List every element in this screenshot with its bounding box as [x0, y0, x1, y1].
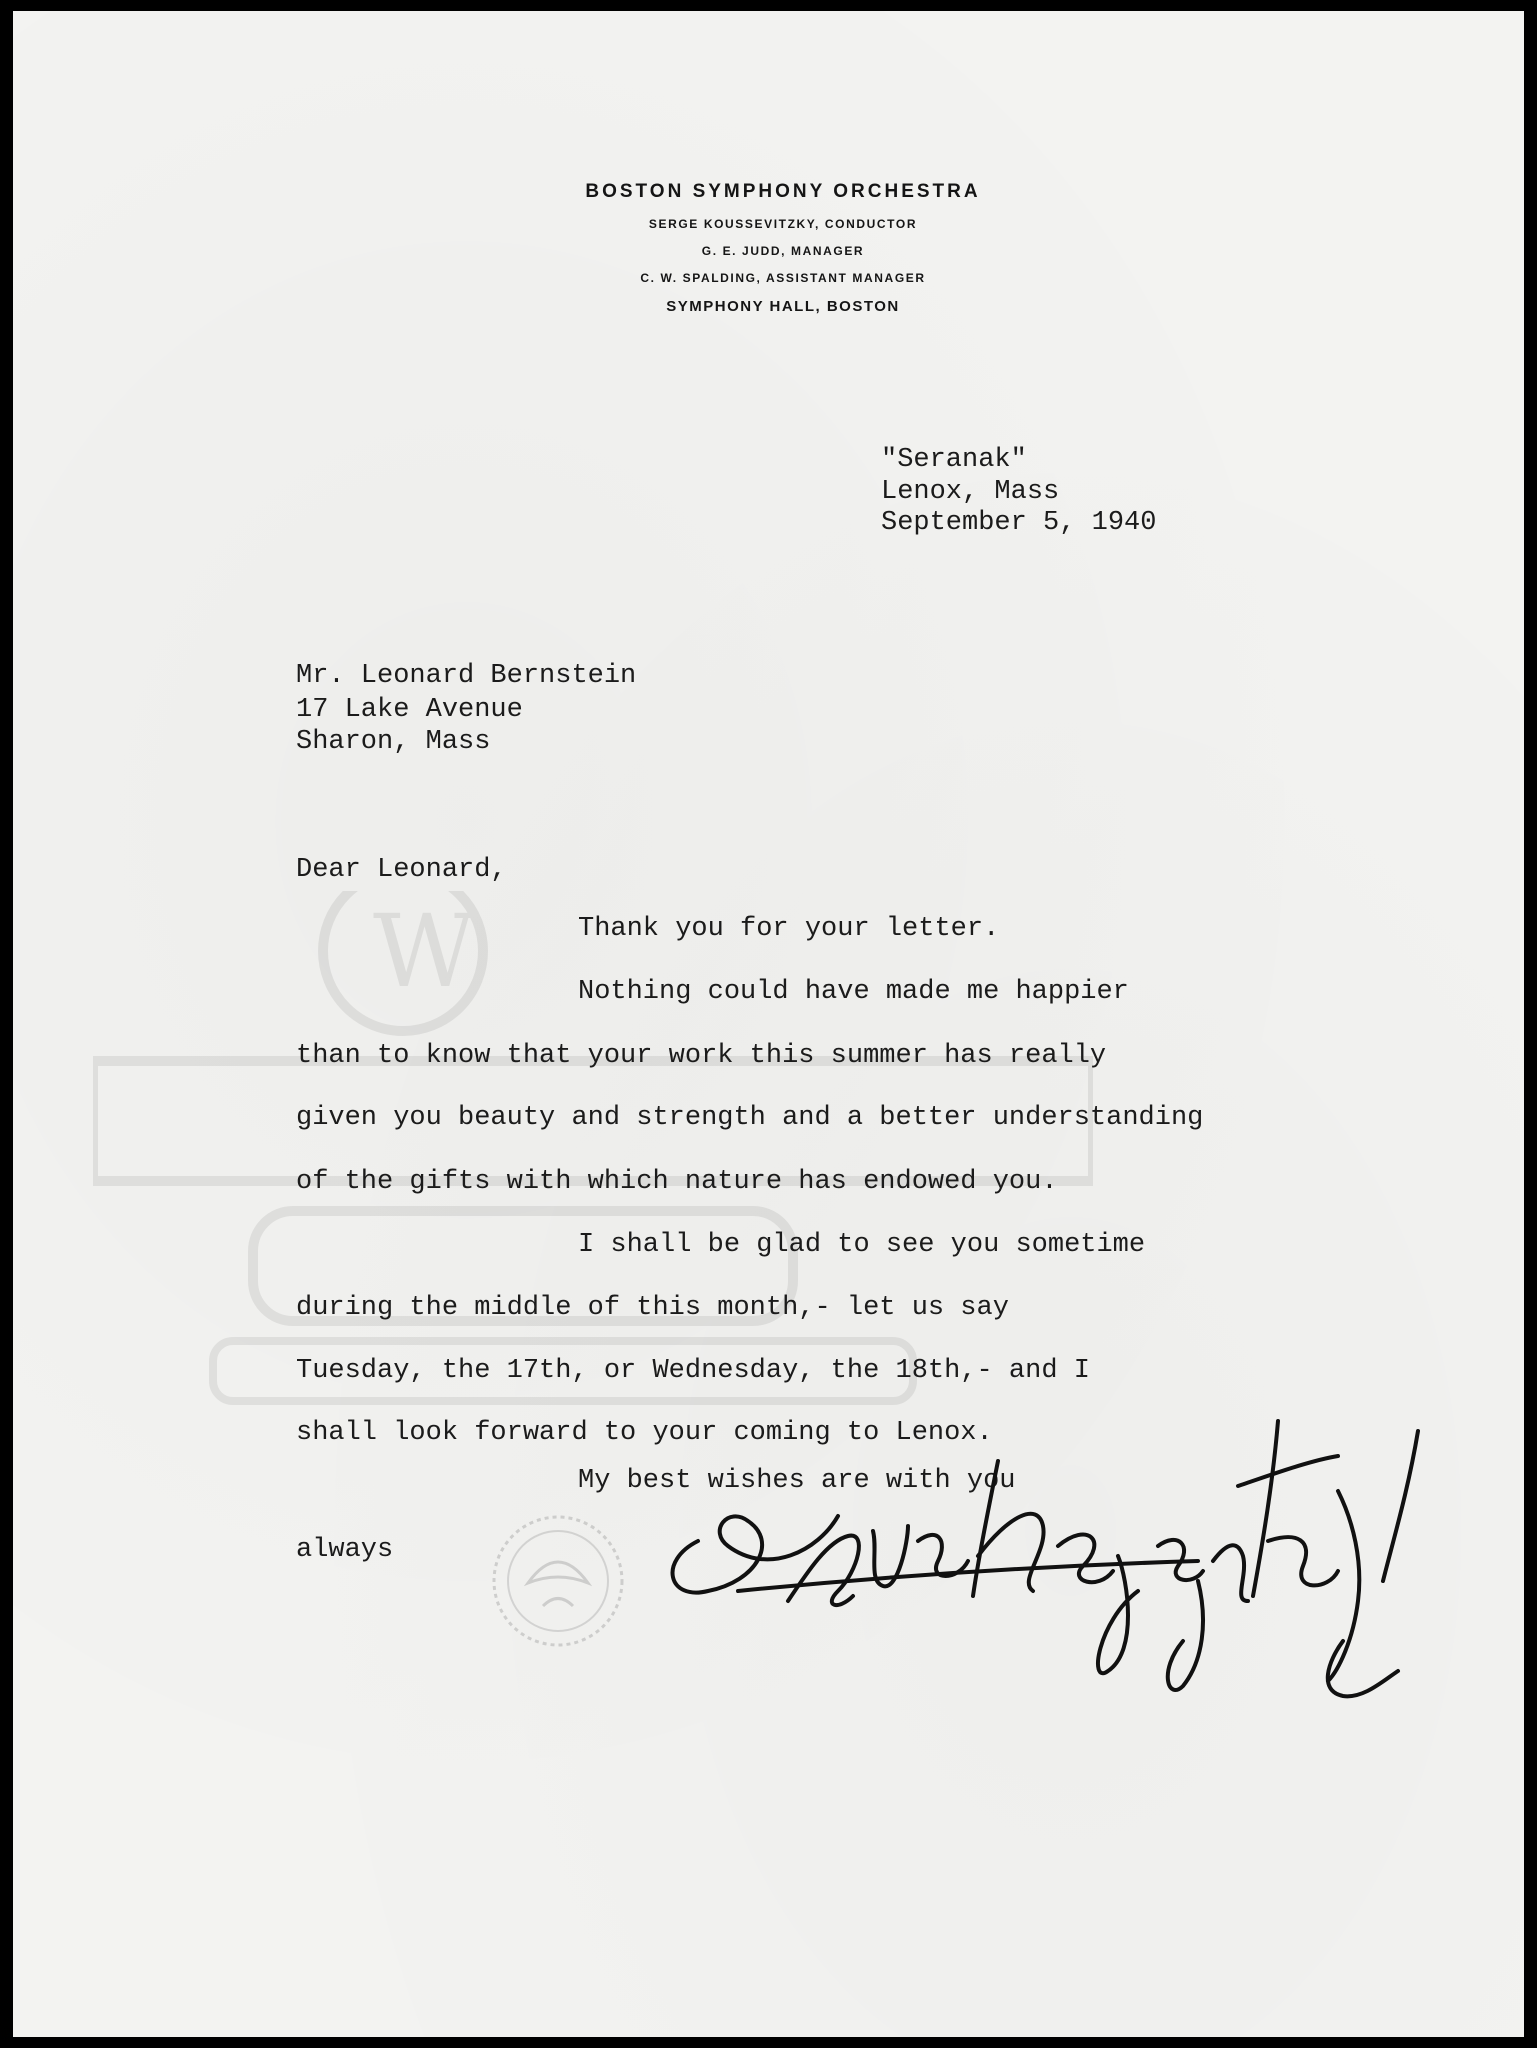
- letterhead-organization: BOSTON SYMPHONY ORCHESTRA: [585, 181, 981, 202]
- closing-line: My best wishes are with you: [578, 1466, 1016, 1496]
- dateline-town: Lenox, Mass: [881, 477, 1060, 507]
- body-line: than to know that your work this summer has really: [296, 1041, 1107, 1071]
- paper-watermark-icon: [93, 891, 1093, 1411]
- closing-always: always: [296, 1535, 394, 1565]
- body-line: Thank you for your letter.: [578, 914, 1000, 944]
- embossed-seal-icon: [488, 1511, 628, 1651]
- dateline-place: "Seranak": [881, 445, 1027, 475]
- recipient-name: Mr. Leonard Bernstein: [296, 661, 637, 691]
- letterhead-manager: G. E. JUDD, MANAGER: [701, 244, 865, 258]
- dateline-date: September 5, 1940: [881, 508, 1157, 538]
- body-line: Tuesday, the 17th, or Wednesday, the 18th,- and I: [296, 1356, 1090, 1386]
- letterhead-hall: SYMPHONY HALL, BOSTON: [666, 298, 900, 315]
- recipient-street: 17 Lake Avenue: [296, 695, 523, 725]
- letterhead-conductor: SERGE KOUSSEVITZKY, CONDUCTOR: [648, 217, 918, 231]
- body-line: Nothing could have made me happier: [578, 977, 1129, 1007]
- handwritten-signature-icon: [638, 1341, 1438, 1741]
- letterhead-assistant-manager: C. W. SPALDING, ASSISTANT MANAGER: [640, 271, 926, 285]
- svg-text:W: W: [373, 893, 476, 1010]
- body-line: during the middle of this month,- let us say: [296, 1293, 1009, 1323]
- body-line: of the gifts with which nature has endowed you.: [296, 1167, 1058, 1197]
- salutation: Dear Leonard,: [296, 855, 507, 885]
- letterhead: [503, 181, 1063, 315]
- body-line: shall look forward to your coming to Lenox.: [296, 1418, 993, 1448]
- letter-page: [13, 11, 1524, 2037]
- body-line: I shall be glad to see you sometime: [578, 1230, 1146, 1260]
- body-line: given you beauty and strength and a better understanding: [296, 1103, 1204, 1133]
- recipient-city: Sharon, Mass: [296, 727, 491, 757]
